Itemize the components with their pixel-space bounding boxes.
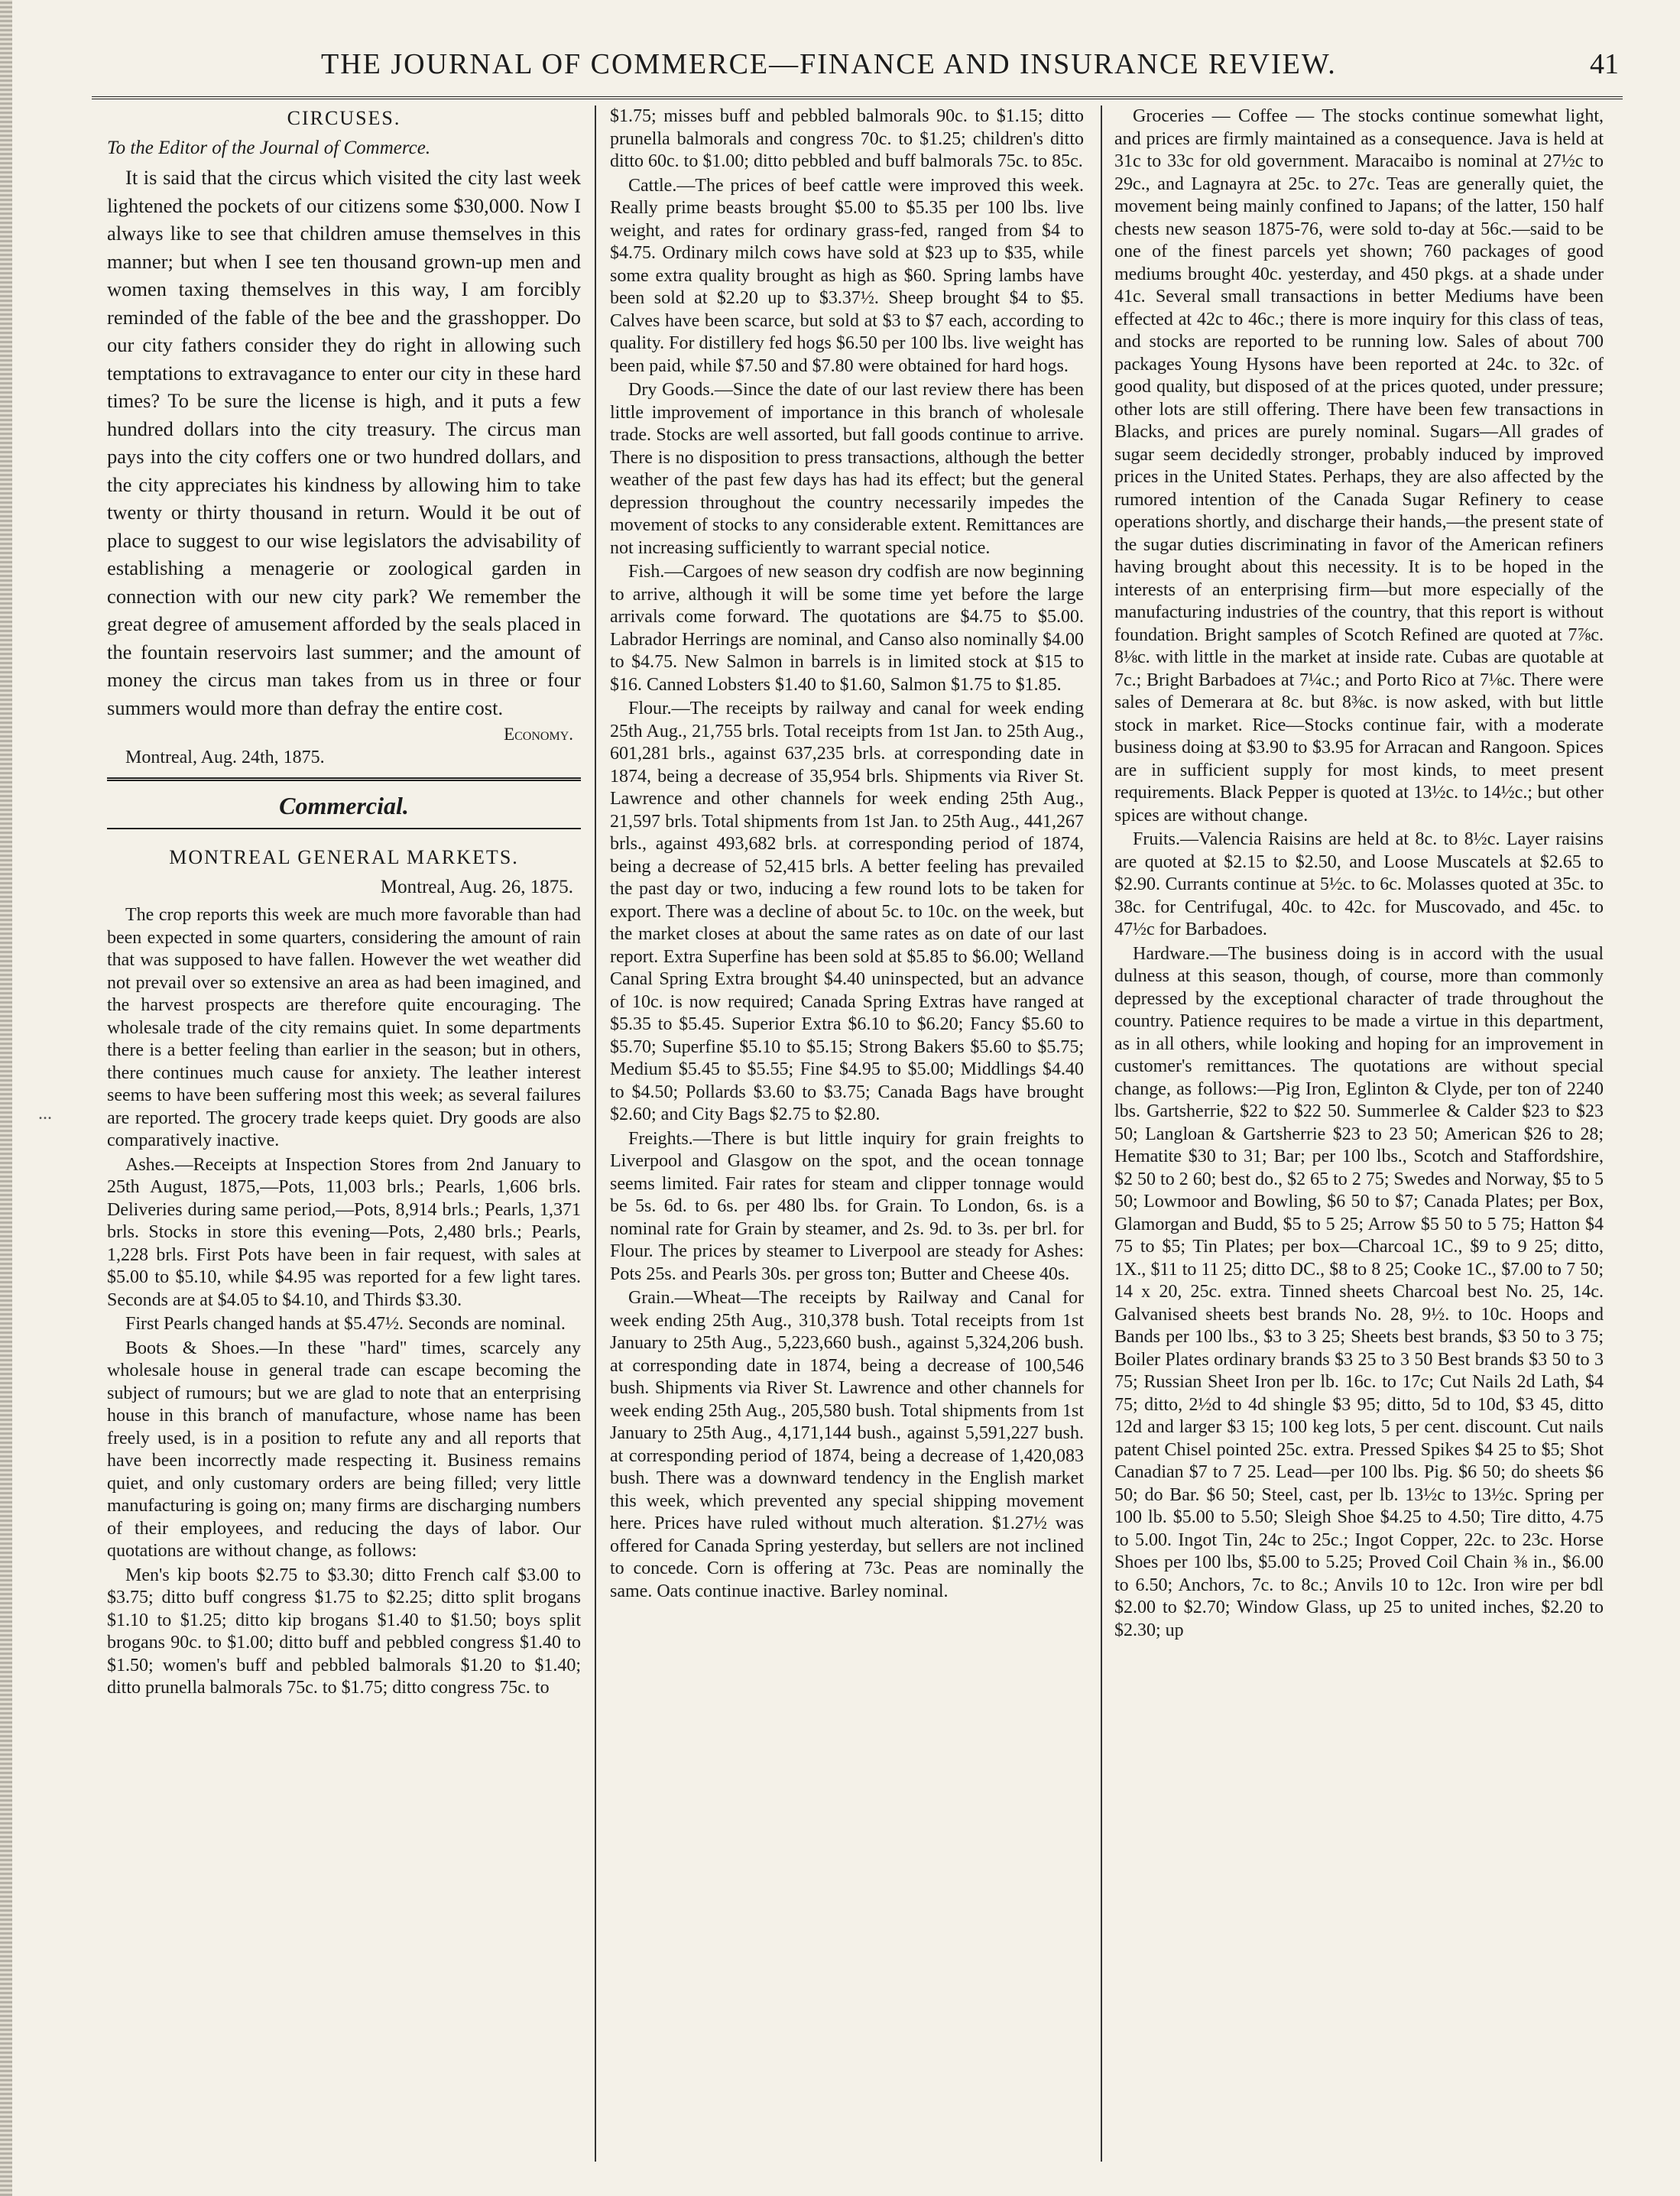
section-separator	[107, 777, 581, 781]
market-paragraph: The crop reports this week are much more favorable than had been expected in some quarters, considering the amount of rain that was supposed to have fallen. However the wet weather did not prevail over so extensive an area as had been imagined, and the harvest prospects are therefore quite encouraging. The wholesale trade of the city remains quiet. In some departments there is a better feeling than earlier in the season; but in others, there continues much cause for anxiety. The leather interest seems to have been suffering most this week; as several failures are reported. The grocery trade keeps quiet. Dry goods are also comparatively inactive.	[107, 905, 581, 1150]
letter-body: It is said that the circus which visited the city last week lightened the pockets of our citizens some $30,000. Now I always like to see that children amuse themselves in this manner; but when I see ten thousand grown-up men and women taxing themselves in this way, I am forcibly reminded of the fable of the bee and the grasshopper. Do our city fathers consider they do right in allowing such temptations to extravagance to enter our city in these hard times? To be sure the license is high, and it puts a few hundred dollars into the city treasury. The circus man pays into the city coffers one or two hundred dollars, and the city appreciates his kindness by allowing him to take twenty or thirty thousand in return. Would it be out of place to suggest to our wise legislators the advisability of establishing a menagerie or zoological garden in connection with our new city park? We remember the great degree of amusement afforded by the seals placed in the fountain reservoirs last summer; and the amount of money the circus man takes from us in three or four summers would more than defray the entire cost.	[107, 166, 581, 719]
header-title: THE JOURNAL OF COMMERCE—FINANCE AND INSURANCE REVIEW.	[321, 48, 1337, 80]
letter-salutation: To the Editor of the Journal of Commerce.	[107, 138, 431, 158]
columns	[93, 105, 1622, 2162]
margin-dots: ...	[38, 1104, 52, 1124]
letter-signature: Economy.	[504, 725, 573, 744]
market-paragraph: $1.75; misses buff and pebbled balmorals 90c. to $1.15; ditto prunella balmorals and congress 70c. to $1.25; children's ditto ditto 60c. to $1.00; ditto pebbled and buff balmorals 75c. to 85c.	[610, 106, 1084, 171]
column-1	[107, 105, 581, 2162]
header-rule	[92, 96, 1623, 99]
column-2	[610, 105, 1084, 2162]
market-paragraph: Fruits.—Valencia Raisins are held at 8c. to 8½c. Layer raisins are quoted at $2.15 to $2.50, and Loose Muscatels at $2.65 to $2.90. Currants continue at 5½c. to 6c. Molasses quoted at 35c. to 38c. for Centrifugal, 40c. to 42c. for Muscovado, and 45c. to 47½c for Barbadoes.	[1114, 829, 1604, 939]
market-paragraph: First Pearls changed hands at $5.47½. Seconds are nominal.	[125, 1314, 566, 1334]
market-paragraph: Hardware.—The business doing is in accord with the usual dulness at this season, though, of course, more than commonly depressed by the exceptional character of trade throughout the country. Patience requires to be made a virtue in this department, as in all others, while looking and hoping for an improvement in customer's remittances. The quotations are without special change, as follows:—Pig Iron, Eglinton & Clyde, per ton of 2240 lbs. Gartsherrie, $22 to $22 50. Summerlee & Calder $23 to $23 50; Langloan & Gartsherrie $23 to 23 50; American $26 to 28; Hematite $30 to 31; Bar; per 100 lbs., Scotch and Staffordshire, $2 50 to 2 60; best do., $2 65 to 2 75; Swedes and Norway, $5 to 5 50; Lowmoor and Bowling, $6 50 to $7; Canada Plates; per Box, Glamorgan and Budd, $5 to 5 25; Arrow $5 50 to 5 75; Hatton $4 75 to $5; Tin Plates; per box—Charcoal 1C., $9 to 9 25; ditto, 1X., $11 to 11 25; ditto DC., $8 to 8 25; Cooke 1C., $7.00 to 7 50; 14 x 20, 25c. extra. Tinned sheets Charcoal best No. 25, 14c. Galvanised sheets best brands No. 28, 9½. to 10c. Hoops and Bands per 100 lbs., $3 to 3 25; Sheets best brands, $3 50 to 3 75; Boiler Plates ordinary brands $3 25 to 3 50 Best brands $3 50 to 3 75; Russian Sheet Iron per lb. 16c. to 17c; Cut Nails 2d Lath, $4 75; ditto, 2½d to 4d shingle $3 95; ditto, 5d to 10d, $3 45, ditto 12d and larger $3 15; 100 keg lots, 5 per cent. discount. Cut nails patent Chisel pointed 25c. extra. Pressed Spikes $4 25 to $5; Shot Canadian $7 to 7 25. Lead—per 100 lbs. Pig. $6 50; do sheets $6 50; do Bar. $6 50; Steel, cast, per lb. 13½c to 13½c. Spring per 100 lb. $5.00 to 5.50; Sleigh Shoe $4.25 to 4.50; Tire ditto, 4.75 to 5.00. Ingot Tin, 24c to 25c.; Ingot Copper, 22c. to 23c. Horse Shoes per 100 lbs, $5.00 to 5.25; Proved Coil Chain ⅜ in., $6.00 to 6.50; Anchors, 7c. to 8c.; Anvils 10 to 12c. Iron wire per bdl $2.00 to $2.70; Window Glass, up 25 to united inches, $2.20 to $2.30; up	[1114, 943, 1604, 1640]
letter-dateline: Montreal, Aug. 24th, 1875.	[125, 748, 325, 767]
heading-separator	[107, 828, 581, 829]
market-paragraph: Freights.—There is but little inquiry for grain freights to Liverpool and Glasgow on the spot, and the ocean tonnage seems limited. Fair rates for steam and clipper tonnage would be 5s. 6d. to 6s. per 480 lbs. for Grain. To London, 6s. is a nominal rate for Grain by steamer, and 2s. 9d. to 3s. per brl. for Flour. The prices by steamer to Liverpool are steady for Ashes: Pots 25s. and Pearls 30s. per gross ton; Butter and Cheese 40s.	[610, 1128, 1084, 1284]
market-paragraph: Cattle.—The prices of beef cattle were improved this week. Really prime beasts brought $5.00 to $5.35 per 100 lbs. live weight, and rates for ordinary grass-fed, ranged from $4 to $4.75. Ordinary milch cows have sold at $23 up to $35, while some extra quality brought as high as $60. Spring lambs have been sold at $2.20 up to $3.37½. Sheep brought $4 to $5. Calves have been scarce, but sold at $3 to $7 each, according to quality. For distillery fed hogs $6.50 per 100 lbs. live weight has been paid, while $7.50 and $7.80 were obtained for hard hogs.	[610, 175, 1084, 376]
market-paragraph: Dry Goods.—Since the date of our last review there has been little improvement of importance in this branch of wholesale trade. Stocks are well assorted, but fall goods continue to arrive. There is no disposition to press transactions, although the better weather of the past few days has had its effect; but the general depression throughout the country necessarily impedes the movement of stocks to any considerable extent. Remittances are not increasing sufficiently to warrant special notice.	[610, 380, 1084, 558]
column-3	[1114, 105, 1604, 2162]
circuses-letter	[107, 107, 581, 768]
market-paragraph: Ashes.—Receipts at Inspection Stores from 2nd January to 25th August, 1875,—Pots, 11,003 brls.; Pearls, 1,606 brls. Deliveries during same period,—Pots, 8,914 brls.; Pearls, 1,371 brls. Stocks in store this evening—Pots, 2,480 brls.; Pearls, 1,228 brls. First Pots have been in fair request, with sales at $5.00 to $5.10, while $4.95 was reported for a few light tares. Seconds are at $4.05 to $4.10, and Thirds $3.30.	[107, 1154, 581, 1310]
market-paragraph: Men's kip boots $2.75 to $3.30; ditto French calf $3.00 to $3.75; ditto buff congress $1.75 to $2.25; ditto split brogans $1.10 to $1.25; ditto kip brogans $1.40 to $1.50; boys split brogans 90c. to $1.00; ditto buff and pebbled congress $1.40 to $1.50; women's buff and pebbled balmorals $1.20 to $1.40; ditto prunella balmorals 75c. to $1.75; ditto congress 75c. to	[107, 1565, 581, 1698]
market-paragraph: Grain.—Wheat—The receipts by Railway and Canal for week ending 25th Aug., 310,378 bush. Total receipts from 1st January to 25th Aug., 5,223,660 bush., against 5,324,206 bush. at corresponding date in 1874, being a decrease of 100,546 bush. Shipments via River St. Lawrence and other channels for week ending 25th Aug., 205,580 bush. Total shipments from 1st January to 25th Aug., 4,171,144 bush., against 5,591,227 bush. at corresponding period of 1874, being a decrease of 1,420,083 bush. There was a downward tendency in the English market this week, which prevented any special shipping movement here. Prices have ruled without much alteration. $1.27½ was offered for Canada Spring yesterday, but sellers are not inclined to concede. Corn is offering at 73c. Peas are nominally the same. Oats continue inactive. Barley nominal.	[610, 1288, 1084, 1601]
circuses-title: CIRCUSES.	[287, 107, 401, 129]
markets-title: MONTREAL GENERAL MARKETS.	[169, 846, 519, 868]
market-paragraph: Boots & Shoes.—In these "hard" times, scarcely any wholesale house in general trade can escape becoming the subject of rumours; but we are glad to note that an enterprising house in this branch of manufacture, whose name has been freely used, is in a position to refute any and all reports that have been incorrectly made respecting it. Business remains quiet, and only customary orders are being filled; very little manufacturing is going on; many firms are discharging numbers of their employees, and reducing the days of labor. Our quotations are without change, as follows:	[107, 1338, 581, 1561]
market-paragraph: Flour.—The receipts by railway and canal for week ending 25th Aug., 21,755 brls. Total receipts from 1st Jan. to 25th Aug., 601,281 brls., against 637,235 brls. at corresponding date in 1874, being a decrease of 35,954 brls. Shipments via River St. Lawrence and other channels for week ending 25th Aug., 21,597 brls. Total shipments from 1st Jan. to 25th Aug., 441,267 brls., against 493,682 brls. at corresponding period of 1874, being a decrease of 52,415 brls. A better feeling has prevailed the past day or two, inducing a few round lots to be taken for export. There was a decline of about 5c. to 10c. on the week, but the market closes at about the same rates as on date of our last report. Extra Superfine has been sold at $5.85 to $6.00; Welland Canal Spring Extra brought $4.40 uninspected, but an advance of 10c. is now required; Canada Spring Extras have ranged at $5.35 to $5.45. Superior Extra $6.10 to $6.20; Fancy $5.60 to $5.70; Superfine $5.10 to $5.15; Strong Bakers $5.60 to $5.75; Medium $5.45 to $5.55; Fine $4.95 to $5.00; Middlings $4.40 to $4.50; Pollards $3.60 to $3.75; Canada Bags have brought $2.60; and City Bags $2.75 to $2.80.	[610, 699, 1084, 1124]
markets-dateline: Montreal, Aug. 26, 1875.	[380, 877, 573, 897]
commercial-heading: Commercial.	[279, 792, 409, 819]
page-header	[92, 47, 1634, 93]
market-paragraph: Fish.—Cargoes of new season dry codfish are now beginning to arrive, although it will be some time yet before the large arrivals come forward. The quotations are $4.75 to $5.00. Labrador Herrings are nominal, and Canso also nominally $4.00 to $4.75. New Salmon in barrels is in limited stock at $15 to $16. Canned Lobsters $1.40 to $1.60, Salmon $1.75 to $1.85.	[610, 562, 1084, 695]
page-number: 41	[1590, 48, 1619, 80]
binding-edge	[0, 0, 12, 2196]
market-paragraph: Groceries — Coffee — The stocks continue somewhat light, and prices are firmly maintained as a consequence. Java is held at 31c to 33c for old government. Maracaibo is nominal at 27½c to 29c., and Lagnayra at 25c. to 27c. Teas are generally quiet, the movement being mainly confined to Japans; of the latter, 150 half chests new season 1875-76, were sold to-day at 56c.—said to be one of the finest parcels yet shown; 760 packages of good mediums brought 40c. yesterday, and 450 pkgs. at a shade under 41c. Several small transactions in better Mediums have been effected at 42c to 46c.; there is more inquiry for this class of teas, and stocks are reported to be running low. Sales of about 700 packages Young Hysons have been reported at 24c. to 32c. of good quality, but disposed of at the prices quoted, under pressure; other lots are still offering. There have been few transactions in Blacks, and prices are purely nominal. Sugars—All grades of sugar seem decidedly stronger, probably induced by improved prices in the United States. Perhaps, they are also affected by the rumored intention of the Canada Sugar Refinery to cease operations shortly, and discharge their hands,—the present state of the sugar duties discriminating in favor of the American refiners having brought about this necessity. It is to be hoped in the interests of an enterprising firm—but more especially of the manufacturing industries of the country, that this report is without foundation. Bright samples of Scotch Refined are quoted at 7⅞c. 8⅛c. with little in the market at inside rate. Cubas are quotable at 7c.; Bright Barbadoes at 7¼c.; and Porto Rico at 7⅛c. There were sales of Demerara at 8c. but 8⅜c. is now asked, with but little stock in market. Rice—Stocks continue fair, with a moderate business doing at $3.90 to $3.95 for Arracan and Rangoon. Spices are in sufficient supply for most kinds, to meet present requirements. Black Pepper is quoted at 13½c. to 14½c.; but other spices are without change.	[1114, 106, 1604, 826]
